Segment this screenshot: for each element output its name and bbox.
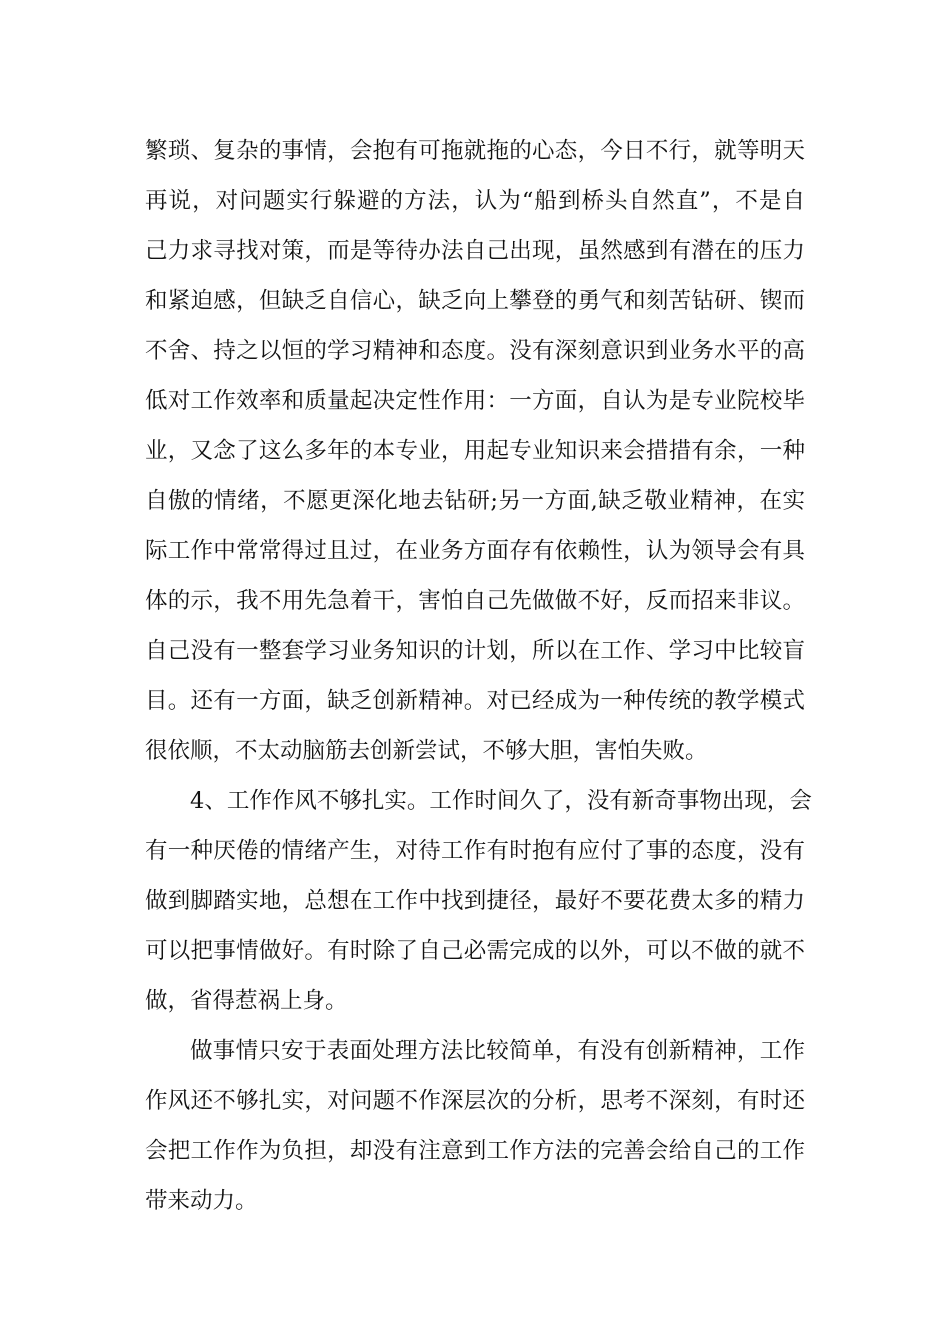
paragraph-3-line-3: 会把工作作为负担，却没有注意到工作方法的完善会给自己的工作 xyxy=(145,1138,805,1164)
paragraph-1-line-2: 再说，对问题实行躲避的方法，认为“船到桥头自然直”，不是自 xyxy=(145,188,805,214)
paragraph-1-line-1: 繁琐、复杂的事情，会抱有可拖就拖的心态，今日不行，就等明天 xyxy=(145,138,805,164)
paragraph-2-line-5: 做，省得惹祸上身。 xyxy=(145,988,348,1014)
paragraph-3-line-2: 作风还不够扎实，对问题不作深层次的分析，思考不深刻，有时还 xyxy=(145,1088,805,1114)
paragraph-1-line-4: 和紧迫感，但缺乏自信心，缺乏向上攀登的勇气和刻苦钻研、锲而 xyxy=(145,288,805,314)
paragraph-1-line-7: 业，又念了这么多年的本专业，用起专业知识来会措措有余，一种 xyxy=(145,438,805,464)
paragraph-3-line-4: 带来动力。 xyxy=(145,1188,258,1214)
paragraph-1-line-12: 目。还有一方面，缺乏创新精神。对已经成为一种传统的教学模式 xyxy=(145,688,805,714)
paragraph-1-line-8: 自傲的情绪，不愿更深化地去钻研;另一方面,缺乏敬业精神，在实 xyxy=(145,488,805,514)
paragraph-2-line-3: 做到脚踏实地，总想在工作中找到捷径，最好不要花费太多的精力 xyxy=(145,888,805,914)
paragraph-2-line-4: 可以把事情做好。有时除了自己必需完成的以外，可以不做的就不 xyxy=(145,938,805,964)
paragraph-1-line-3: 己力求寻找对策，而是等待办法自己出现，虽然感到有潜在的压力 xyxy=(145,238,805,264)
paragraph-2-line-1: 4、工作作风不够扎实。工作时间久了，没有新奇事物出现，会 xyxy=(190,788,812,814)
paragraph-1-line-13: 很依顺，不太动脑筋去创新尝试，不够大胆，害怕失败。 xyxy=(145,738,708,764)
paragraph-1-line-9: 际工作中常常得过且过，在业务方面存有依赖性，认为领导会有具 xyxy=(145,538,805,564)
paragraph-1-line-11: 自己没有一整套学习业务知识的计划，所以在工作、学习中比较盲 xyxy=(145,638,805,664)
paragraph-1-line-6: 低对工作效率和质量起决定性作用：一方面，自认为是专业院校毕 xyxy=(145,388,805,414)
paragraph-1-line-5: 不舍、持之以恒的学习精神和态度。没有深刻意识到业务水平的高 xyxy=(145,338,805,364)
paragraph-3-line-1: 做事情只安于表面处理方法比较简单，有没有创新精神，工作 xyxy=(190,1038,805,1064)
paragraph-1-line-10: 体的示，我不用先急着干，害怕自己先做做不好，反而招来非议。 xyxy=(145,588,805,614)
paragraph-2-line-2: 有一种厌倦的情绪产生，对待工作有时抱有应付了事的态度，没有 xyxy=(145,838,805,864)
